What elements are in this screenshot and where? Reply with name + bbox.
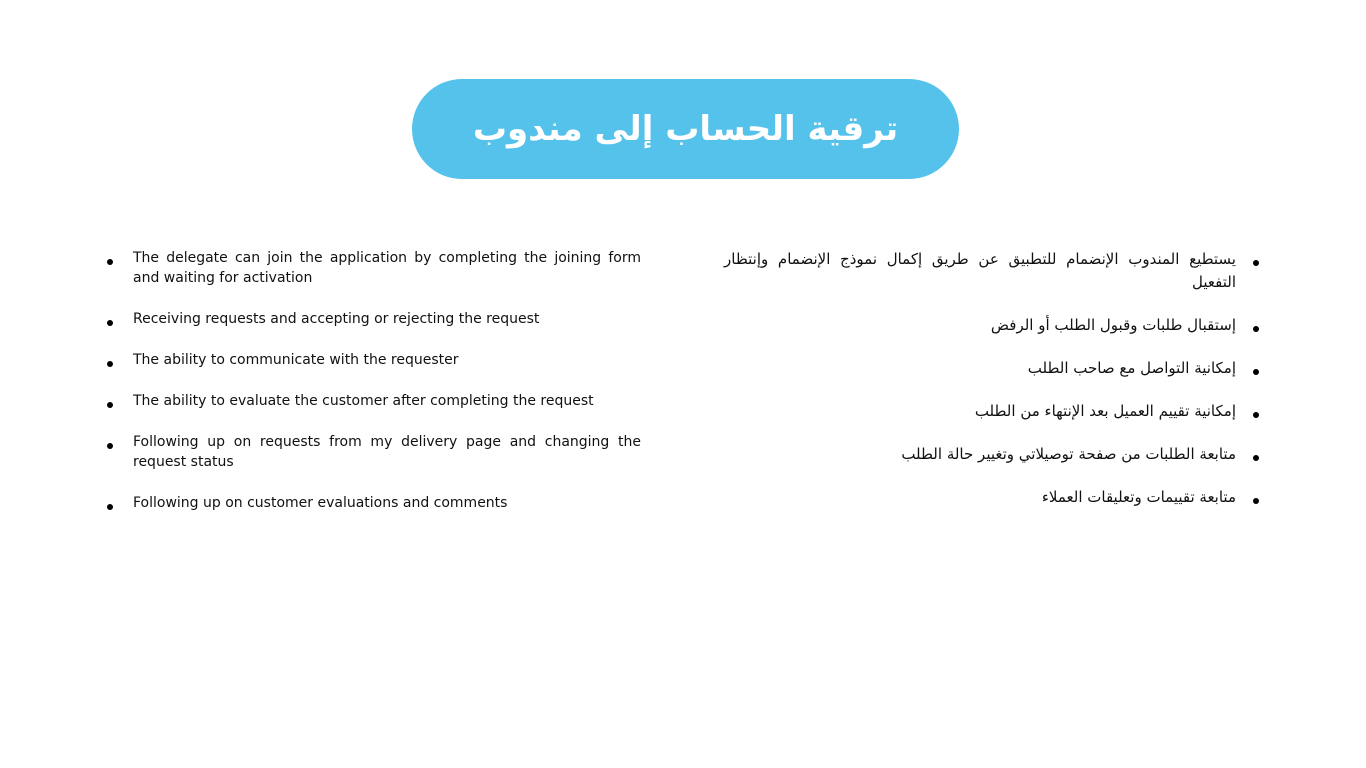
list-item [106, 493, 641, 513]
bullet-icon [1253, 260, 1259, 266]
features-list-arabic [724, 248, 1261, 529]
list-item [724, 248, 1261, 294]
list-item-text: Receiving requests and accepting or rejecting the request [133, 311, 540, 327]
list-item [106, 350, 641, 370]
bullet-icon [1253, 498, 1259, 504]
bullet-icon [107, 504, 113, 510]
list-item [724, 486, 1261, 509]
bullet-icon [107, 402, 113, 408]
list-item-text: The ability to evaluate the customer after completing the request [133, 393, 594, 409]
bullet-icon [1253, 326, 1259, 332]
list-item [106, 432, 641, 472]
list-item [724, 400, 1261, 423]
features-list-english [106, 248, 641, 534]
list-item-text: إمكانية التواصل مع صاحب الطلب [1027, 359, 1236, 377]
list-item-text: The delegate can join the application by completing the joining form and waiting for activation [133, 250, 641, 286]
list-item-text: إستقبال طلبات وقبول الطلب أو الرفض [990, 316, 1236, 334]
title-banner [412, 79, 959, 179]
list-item [106, 309, 641, 329]
bullet-icon [107, 443, 113, 449]
list-item-text: يستطيع المندوب الإنضمام للتطبيق عن طريق إكمال نموذج الإنضمام وإنتظار التفعيل [724, 250, 1236, 291]
bullet-icon [1253, 412, 1259, 418]
list-item-text: إمكانية تقييم العميل بعد الإنتهاء من الطلب [974, 402, 1236, 420]
list-item [106, 391, 641, 411]
list-item [106, 248, 641, 288]
list-item [724, 314, 1261, 337]
list-item-text: The ability to communicate with the requester [133, 352, 459, 368]
bullet-icon [107, 320, 113, 326]
bullet-icon [107, 259, 113, 265]
list-item-text: Following up on customer evaluations and comments [133, 495, 508, 511]
page-title: ترقية الحساب إلى مندوب [472, 109, 899, 149]
list-item [724, 357, 1261, 380]
bullet-icon [107, 361, 113, 367]
list-item [724, 443, 1261, 466]
list-item-text: متابعة تقييمات وتعليقات العملاء [1041, 488, 1236, 506]
list-item-text: Following up on requests from my delivery page and changing the request status [133, 434, 641, 470]
bullet-icon [1253, 455, 1259, 461]
list-item-text: متابعة الطلبات من صفحة توصيلاتي وتغيير حالة الطلب [901, 445, 1236, 463]
bullet-icon [1253, 369, 1259, 375]
